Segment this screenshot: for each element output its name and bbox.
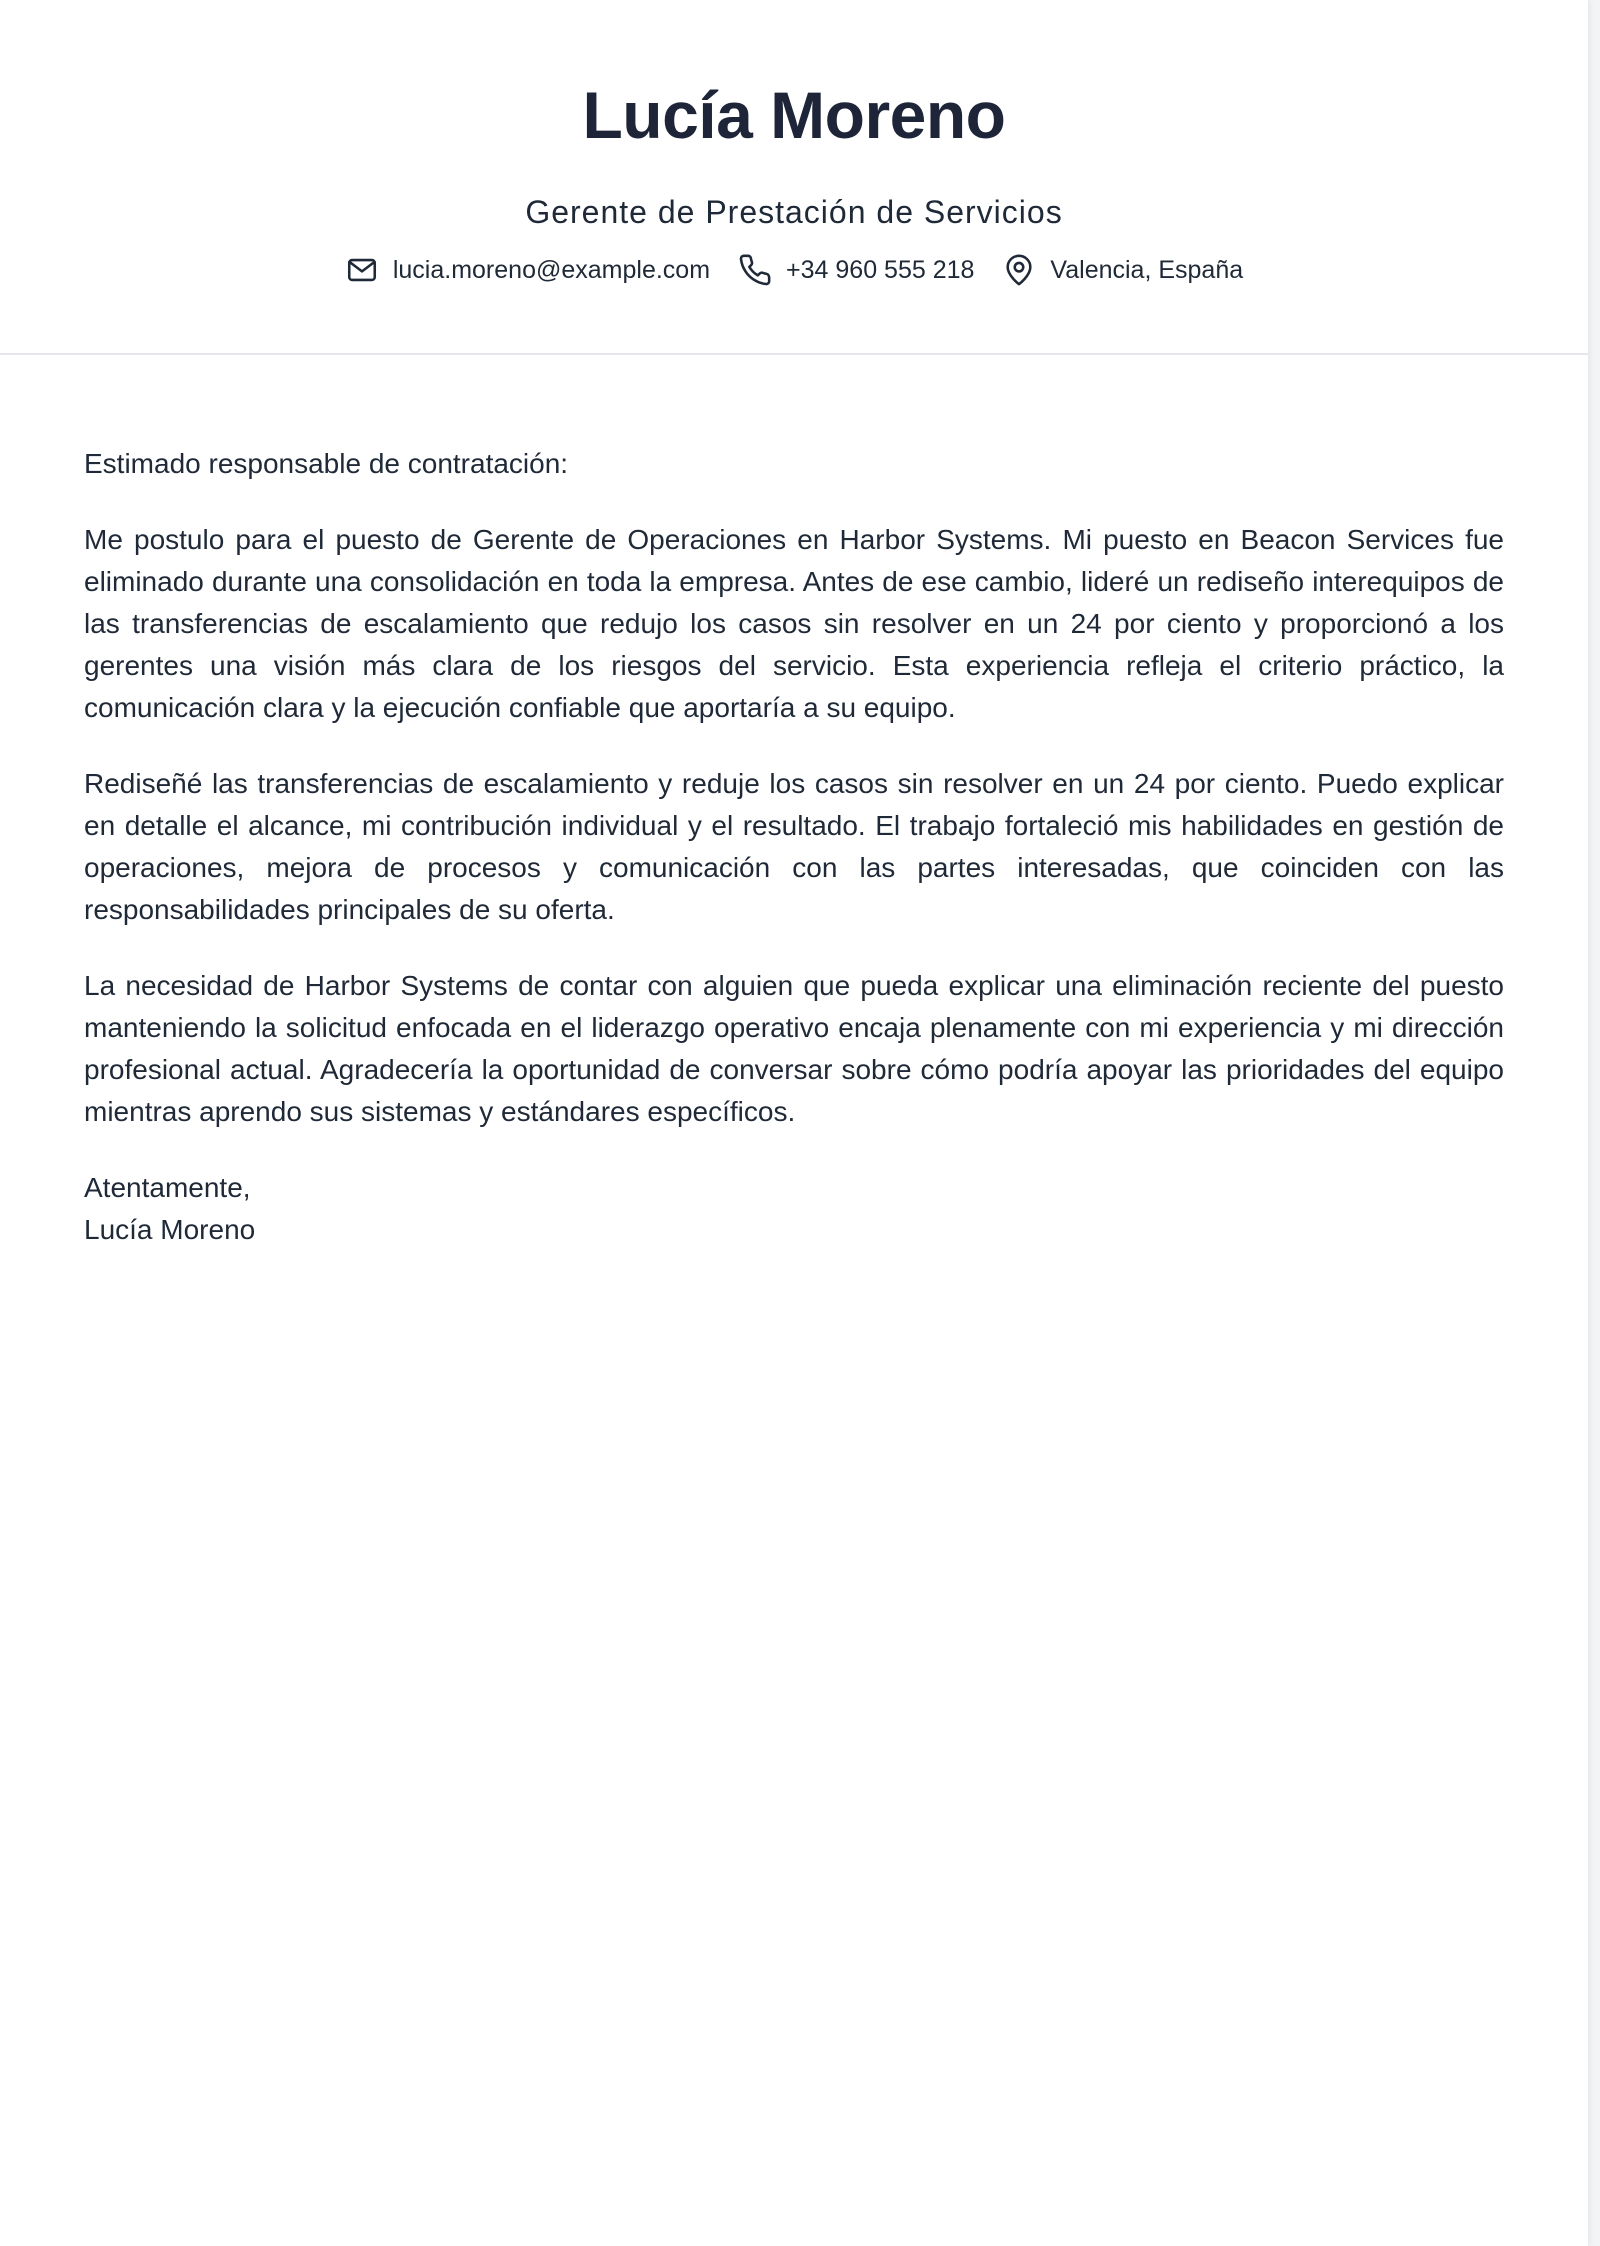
applicant-name: Lucía Moreno	[582, 78, 1006, 152]
contact-email[interactable]	[345, 252, 710, 288]
letter-body	[0, 355, 1588, 1251]
contact-location	[1002, 252, 1243, 288]
email-text: lucia.moreno@example.com	[392, 256, 711, 284]
phone-text: +34 960 555 218	[786, 256, 975, 284]
closing-block	[84, 1167, 1504, 1251]
body-paragraph-2: Rediseñé las transferencias de escalamiento y reduje los casos sin resolver en un 24 por ciento. Puedo explicar en detalle el alcance, mi contribución individual y el resultado. El trabajo fortaleció mis habilidades en gestión de operaciones, mejora de procesos y comunicación con las partes interesadas, que coinciden con las responsabilidades principales de su oferta.	[84, 768, 1504, 925]
contact-phone[interactable]	[738, 252, 974, 288]
phone-icon	[738, 253, 772, 287]
applicant-role: Gerente de Prestación de Servicios	[525, 194, 1063, 230]
body-paragraph-3: La necesidad de Harbor Systems de contar con alguien que pueda explicar una eliminación reciente del puesto manteniendo la solicitud enfocada en el liderazgo operativo encaja plenamente con mi experiencia y mi dirección profesional actual. Agradecería la oportunidad de conversar sobre cómo podría apoyar las prioridades del equipo mientras aprendo sus sistemas y estándares específicos.	[84, 970, 1504, 1127]
salutation: Estimado responsable de contratación:	[84, 448, 569, 479]
body-paragraph-1: Me postulo para el puesto de Gerente de Operaciones en Harbor Systems. Mi puesto en Beacon Services fue eliminado durante una consolidación en toda la empresa. Antes de ese cambio, lideré un rediseño interequipos de las transferencias de escalamiento que redujo los casos sin resolver en un 24 por ciento y proporcionó a los gerentes una visión más clara de los riesgos del servicio. Esta experiencia refleja el criterio práctico, la comunicación clara y la ejecución confiable que aportaría a su equipo.	[84, 524, 1504, 723]
contact-list	[0, 252, 1588, 288]
closing-phrase: Atentamente,	[84, 1172, 251, 1203]
mail-icon	[345, 253, 379, 287]
signature-name: Lucía Moreno	[84, 1214, 256, 1245]
map-pin-icon	[1002, 253, 1036, 287]
location-text: Valencia, España	[1050, 256, 1244, 284]
letter-header	[0, 0, 1588, 355]
